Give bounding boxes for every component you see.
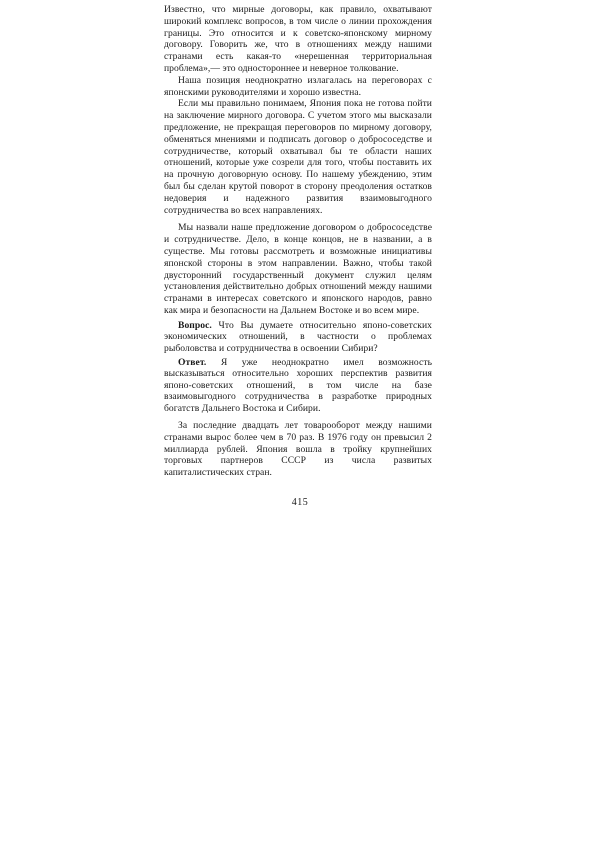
page-number: 415 xyxy=(291,497,309,508)
answer-text: Я уже неоднократно имел возможность высказываться относительно хороших перспектив развития японо-советских отношений, в том числе на базе взаимовыгодного сотрудничества в разработке природных богатств Дальнего Востока и Сибири. xyxy=(164,356,432,414)
question-label: Вопрос. xyxy=(178,319,212,331)
question-text: Что Вы думаете относительно японо-советских экономических отношений, в частности о проблемах рыболовства и сотрудничества в освоении Сибири? xyxy=(164,319,432,354)
paragraph-answer xyxy=(164,357,432,414)
paragraph-good-neighbourliness: Мы назвали наше предложение договором о добрососедстве и сотрудничестве. Дело, в конце концов, не в названии, а в существе. Мы готовы рассмотреть и возможные инициативы японской стороны в этом направлении. Важно, чтобы такой двусторонний государственный документ служил целям установления действительно добрых отношений между нашими странами в интересах советского и японского народов, равно как мира и безопасности на Дальнем Востоке и во всем мире. xyxy=(164,222,432,316)
paragraph-position: Наша позиция неоднократно излагалась на переговорах с японскими руководителями и хорошо известна. xyxy=(164,74,432,98)
paragraph-question xyxy=(164,320,432,354)
answer-label: Ответ. xyxy=(178,356,207,368)
body-text xyxy=(164,4,432,479)
paragraph-trade: За последние двадцать лет товарооборот между нашими странами вырос более чем в 70 раз. В 1976 году он превысил 2 миллиарда рублей. Япония вошла в тройку крупнейших торговых партнеров СССР из числа развитых капиталистических стран. xyxy=(164,419,432,479)
paragraph-proposal: Если мы правильно понимаем, Япония пока не готова пойти на заключение мирного договора. С учетом этого мы высказали предложение, не прекращая переговоров по мирному договору, обменяться мнениями и подписать договор о добрососедстве и сотрудничестве, который охватывал бы те области наших отношений, которые уже созрели для того, чтобы поставить их на прочную договорную основу. По нашему убеждению, этим был бы сделан крутой поворот в сторону преодоления остатков недоверия и надежного развития взаимовыгодного сотрудничества во всех направлениях. xyxy=(164,98,432,216)
paragraph-peace-treaties: Известно, что мирные договоры, как правило, охватывают широкий комплекс вопросов, в том числе о линии прохождения границы. Это относится и к советско-японскому мирному договору. Говорить же, что в отношениях между нашими странами есть какая-то «нерешенная территориальная проблема»,— это одностороннее и неверное толкование. xyxy=(164,4,432,74)
